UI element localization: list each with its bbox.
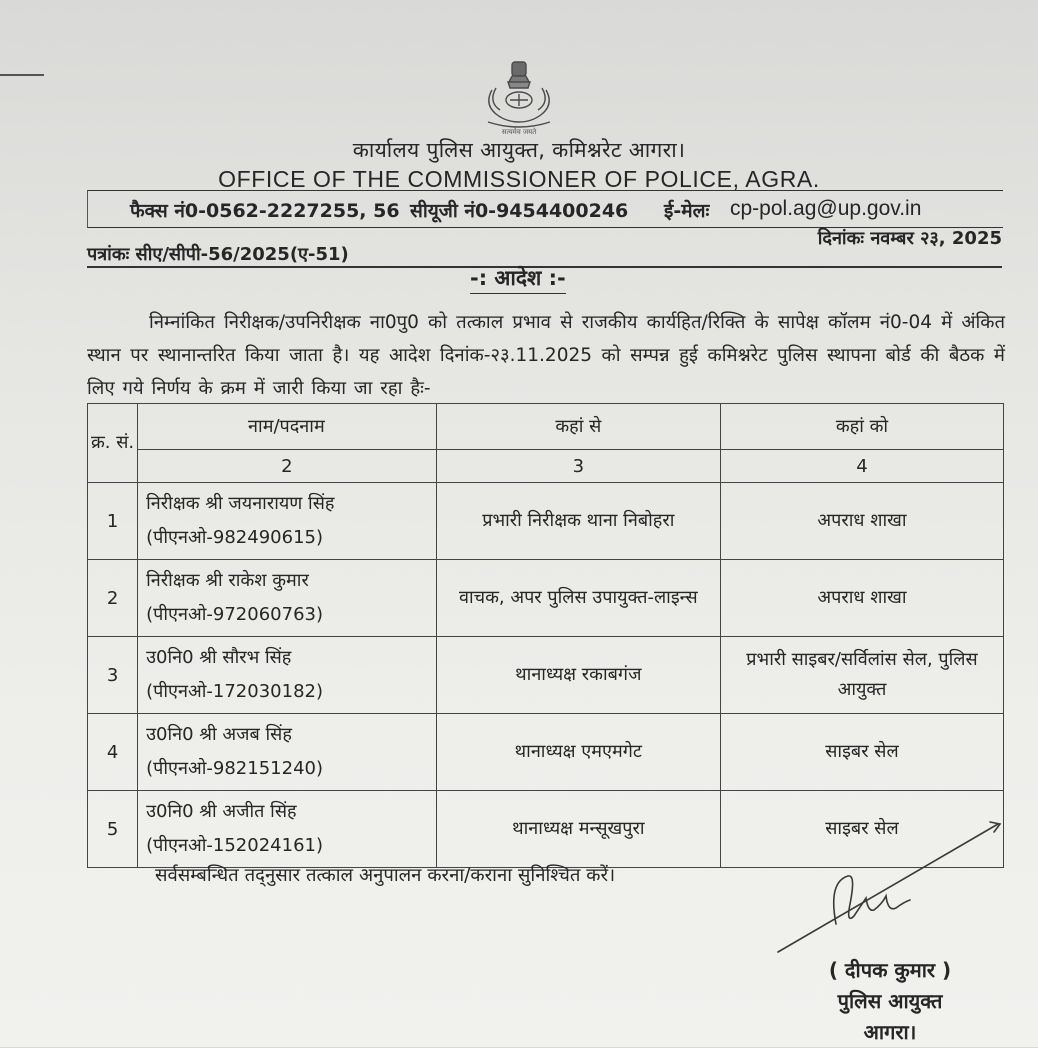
signature-icon (770, 812, 1010, 962)
row-name-cell (138, 714, 437, 791)
header-sno: क्र. सं. (88, 404, 138, 483)
signatory-name: ( दीपक कुमार ) (828, 958, 952, 982)
officer-name: उ0नि0 श्री अजीत सिंह (146, 801, 297, 822)
margin-mark (0, 74, 44, 76)
table-row (88, 714, 1004, 791)
officer-pno: (पीएनओ-982490615) (146, 527, 323, 548)
office-title-english: OFFICE OF THE COMMISSIONER OF POLICE, AGRA. (218, 166, 820, 192)
row-from: थानाध्यक्ष मन्सूखपुरा (436, 791, 720, 868)
table-header-row (88, 404, 1004, 450)
reference-number: पत्रांकः सीए/सीपी-56/2025(ए-51) (87, 244, 349, 265)
cug-number: सीयूजी नं0-9454400246 (410, 200, 629, 222)
row-to: साइबर सेल (720, 791, 1003, 868)
order-date: दिनांकः नवम्बर २३, 2025 (817, 228, 1002, 249)
fax-number: फैक्स नं0-0562-2227255, 56 (130, 200, 400, 222)
row-sno: 2 (88, 560, 138, 637)
row-from: थानाध्यक्ष एमएमगेट (436, 714, 720, 791)
officer-pno: (पीएनओ-982151240) (146, 758, 323, 779)
signatory-designation: पुलिस आयुक्त (837, 989, 943, 1013)
state-emblem-icon (478, 52, 560, 136)
compliance-note: सर्वसम्बन्धित तद्नुसार तत्काल अनुपालन करना/कराना सुनिश्चित करें। (155, 865, 616, 886)
header-name: नाम/पदनाम (138, 404, 437, 450)
row-from: वाचक, अपर पुलिस उपायुक्त-लाइन्स (436, 560, 720, 637)
signatory-place: आगरा। (863, 1020, 917, 1044)
header-to: कहां को (720, 404, 1003, 450)
row-from: थानाध्यक्ष रकाबगंज (436, 637, 720, 714)
row-name-cell (138, 483, 437, 560)
row-name-cell (138, 791, 437, 868)
officer-pno: (पीएनओ-972060763) (146, 604, 323, 625)
row-sno: 3 (88, 637, 138, 714)
column-number: 4 (720, 450, 1003, 483)
table-row (88, 483, 1004, 560)
table-row (88, 637, 1004, 714)
header-from: कहां से (436, 404, 720, 450)
row-to: प्रभारी साइबर/सर्विलांस सेल, पुलिस आयुक्त (720, 637, 1003, 714)
officer-pno: (पीएनओ-172030182) (146, 681, 323, 702)
column-number: 3 (436, 450, 720, 483)
column-number: 2 (138, 450, 437, 483)
email-label: ई-मेलः (664, 200, 710, 222)
emblem-motto: सत्यमेव जयते (501, 128, 537, 136)
row-name-cell (138, 637, 437, 714)
transfer-table (87, 403, 1004, 868)
row-sno: 5 (88, 791, 138, 868)
office-title-hindi: कार्यालय पुलिस आयुक्त, कमिश्नरेट आगरा। (352, 138, 686, 162)
officer-name: निरीक्षक श्री राकेश कुमार (146, 570, 309, 591)
order-title: -: आदेश :- (470, 264, 566, 294)
row-name-cell (138, 560, 437, 637)
row-sno: 4 (88, 714, 138, 791)
officer-name: निरीक्षक श्री जयनारायण सिंह (146, 493, 335, 514)
officer-pno: (पीएनओ-152024161) (146, 835, 323, 856)
order-body: निम्नांकित निरीक्षक/उपनिरीक्षक ना0पु0 को तत्काल प्रभाव से राजकीय कार्यहित/रिक्ति के सापेक्ष कॉलम नं0-04 में अंकित स्थान पर स्थानान्तरित किया जाता है। यह आदेश दिनांक-२३.11.2025 को सम्पन्न हुई कमिश्नरेट पुलिस स्थापना बोर्ड की बैठक में लिए गये निर्णय के क्रम में जारी किया जा रहा हैः- (87, 312, 1005, 399)
row-from: प्रभारी निरीक्षक थाना निबोहरा (436, 483, 720, 560)
signatory-block (775, 955, 1005, 1048)
column-number-row (88, 450, 1004, 483)
email-address: cp-pol.ag@up.gov.in (730, 197, 922, 220)
row-to: साइबर सेल (720, 714, 1003, 791)
row-to: अपराध शाखा (720, 483, 1003, 560)
officer-name: उ0नि0 श्री सौरभ सिंह (146, 647, 292, 668)
row-to: अपराध शाखा (720, 560, 1003, 637)
row-sno: 1 (88, 483, 138, 560)
table-row (88, 560, 1004, 637)
officer-name: उ0नि0 श्री अजब सिंह (146, 724, 292, 745)
